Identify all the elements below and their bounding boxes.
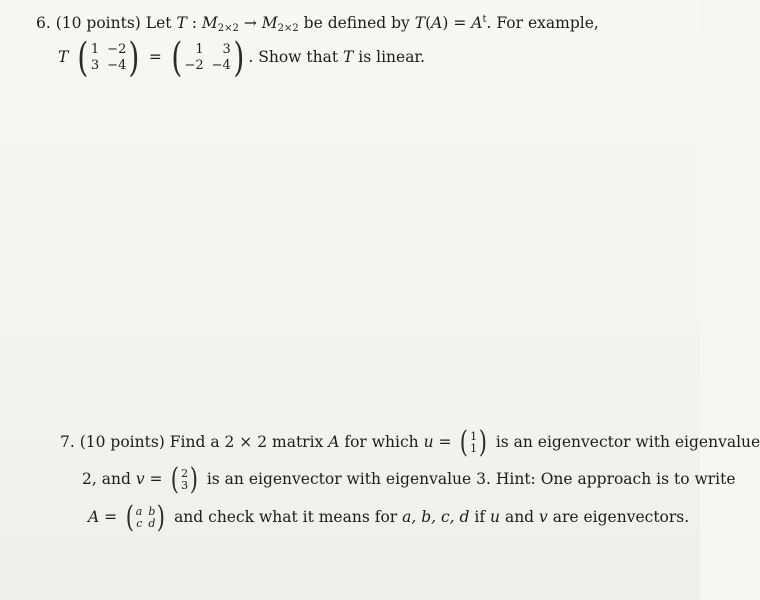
matrix-entry: b (148, 505, 156, 518)
text: ( (425, 14, 432, 32)
output-matrix (169, 35, 247, 81)
text: if (474, 508, 486, 526)
text: ) (442, 14, 449, 32)
text: for which (344, 433, 419, 451)
matrix-entry: −2 (107, 42, 127, 57)
text: . For example, (486, 14, 599, 32)
text: and (504, 508, 535, 526)
arrow-symbol: → (243, 14, 257, 32)
transform-symbol: T (414, 14, 426, 32)
text: is linear. (358, 48, 426, 66)
matrix-entry: −2 (184, 58, 204, 73)
matrix-entry: −4 (107, 58, 127, 73)
matrix-entry: 3 (90, 58, 100, 73)
matrix-entries (91, 42, 126, 74)
problem-7-line-3 (88, 500, 690, 535)
A-matrix (124, 500, 167, 535)
matrix-entry: 3 (222, 42, 231, 57)
equals-sign: = (148, 48, 162, 66)
transpose-superscript: t (482, 14, 487, 25)
codomain-symbol: M (261, 14, 278, 32)
problem-6-example (58, 35, 426, 81)
problem-number: 6. (36, 14, 51, 32)
domain-symbol: M (201, 14, 218, 32)
left-paren: ( (171, 35, 183, 81)
text: and check what it means for (174, 508, 398, 526)
vector-entries (181, 468, 188, 492)
vector-symbol: v (135, 470, 145, 488)
vector-symbol: u (490, 508, 501, 526)
left-paren: ( (77, 35, 89, 81)
text: Let (145, 14, 172, 32)
right-paren: ) (189, 462, 199, 497)
matrix-symbol: A (88, 508, 100, 526)
text: : (191, 14, 197, 32)
domain-subscript: 2×2 (217, 23, 239, 34)
vector-symbol: u (423, 433, 434, 451)
matrix-entry: 1 (90, 42, 100, 57)
points-label: (10 points) (79, 433, 165, 451)
matrix-entry: c (136, 517, 143, 530)
vector-entry: 1 (470, 442, 478, 455)
matrix-entry: −4 (211, 58, 231, 73)
text: . Show that (248, 48, 339, 66)
vector-entry: 3 (181, 479, 189, 492)
matrix-entries (136, 506, 156, 530)
vector-entry: 2 (181, 467, 189, 480)
matrix-symbol: A (431, 14, 443, 32)
text: be defined by (303, 14, 410, 32)
matrix-entry: 1 (195, 42, 204, 57)
problem-7-statement (60, 425, 760, 460)
right-paren: ) (233, 35, 245, 81)
right-paren: ) (478, 425, 488, 460)
left-paren: ( (125, 500, 135, 535)
vector-entries (470, 431, 477, 455)
text: is an eigenvector with eigenvalue 3. Hint: One approach is to write (206, 470, 736, 488)
transform-symbol: T (176, 14, 187, 32)
transform-symbol: T (58, 48, 69, 66)
equals-sign: = (453, 14, 467, 32)
text: are eigenvectors. (552, 508, 690, 526)
equals-sign: = (149, 470, 163, 488)
points-label: (10 points) (55, 14, 141, 32)
problem-6-statement (36, 14, 599, 34)
variables: a, b, c, d (402, 508, 470, 526)
problem-number: 7. (60, 433, 75, 451)
v-vector (169, 462, 199, 497)
matrix-entry: d (148, 517, 156, 530)
text: 2, and (82, 470, 131, 488)
matrix-symbol: A (471, 14, 483, 32)
matrix-entries (184, 42, 230, 74)
input-matrix (75, 35, 142, 81)
problem-7-line-2 (82, 462, 736, 497)
text: is an eigenvector with eigenvalue (495, 433, 760, 451)
text: Find a 2 × 2 matrix (169, 433, 324, 451)
matrix-entry: a (135, 505, 143, 518)
equals-sign: = (104, 508, 118, 526)
left-paren: ( (171, 462, 180, 497)
vector-entry: 1 (470, 430, 478, 443)
vector-symbol: v (539, 508, 548, 526)
left-paren: ( (460, 425, 469, 460)
transform-symbol: T (343, 48, 354, 66)
equals-sign: = (438, 433, 452, 451)
u-vector (458, 425, 488, 460)
codomain-subscript: 2×2 (277, 23, 299, 34)
right-paren: ) (157, 500, 166, 535)
matrix-symbol: A (328, 433, 340, 451)
right-paren: ) (128, 35, 140, 81)
